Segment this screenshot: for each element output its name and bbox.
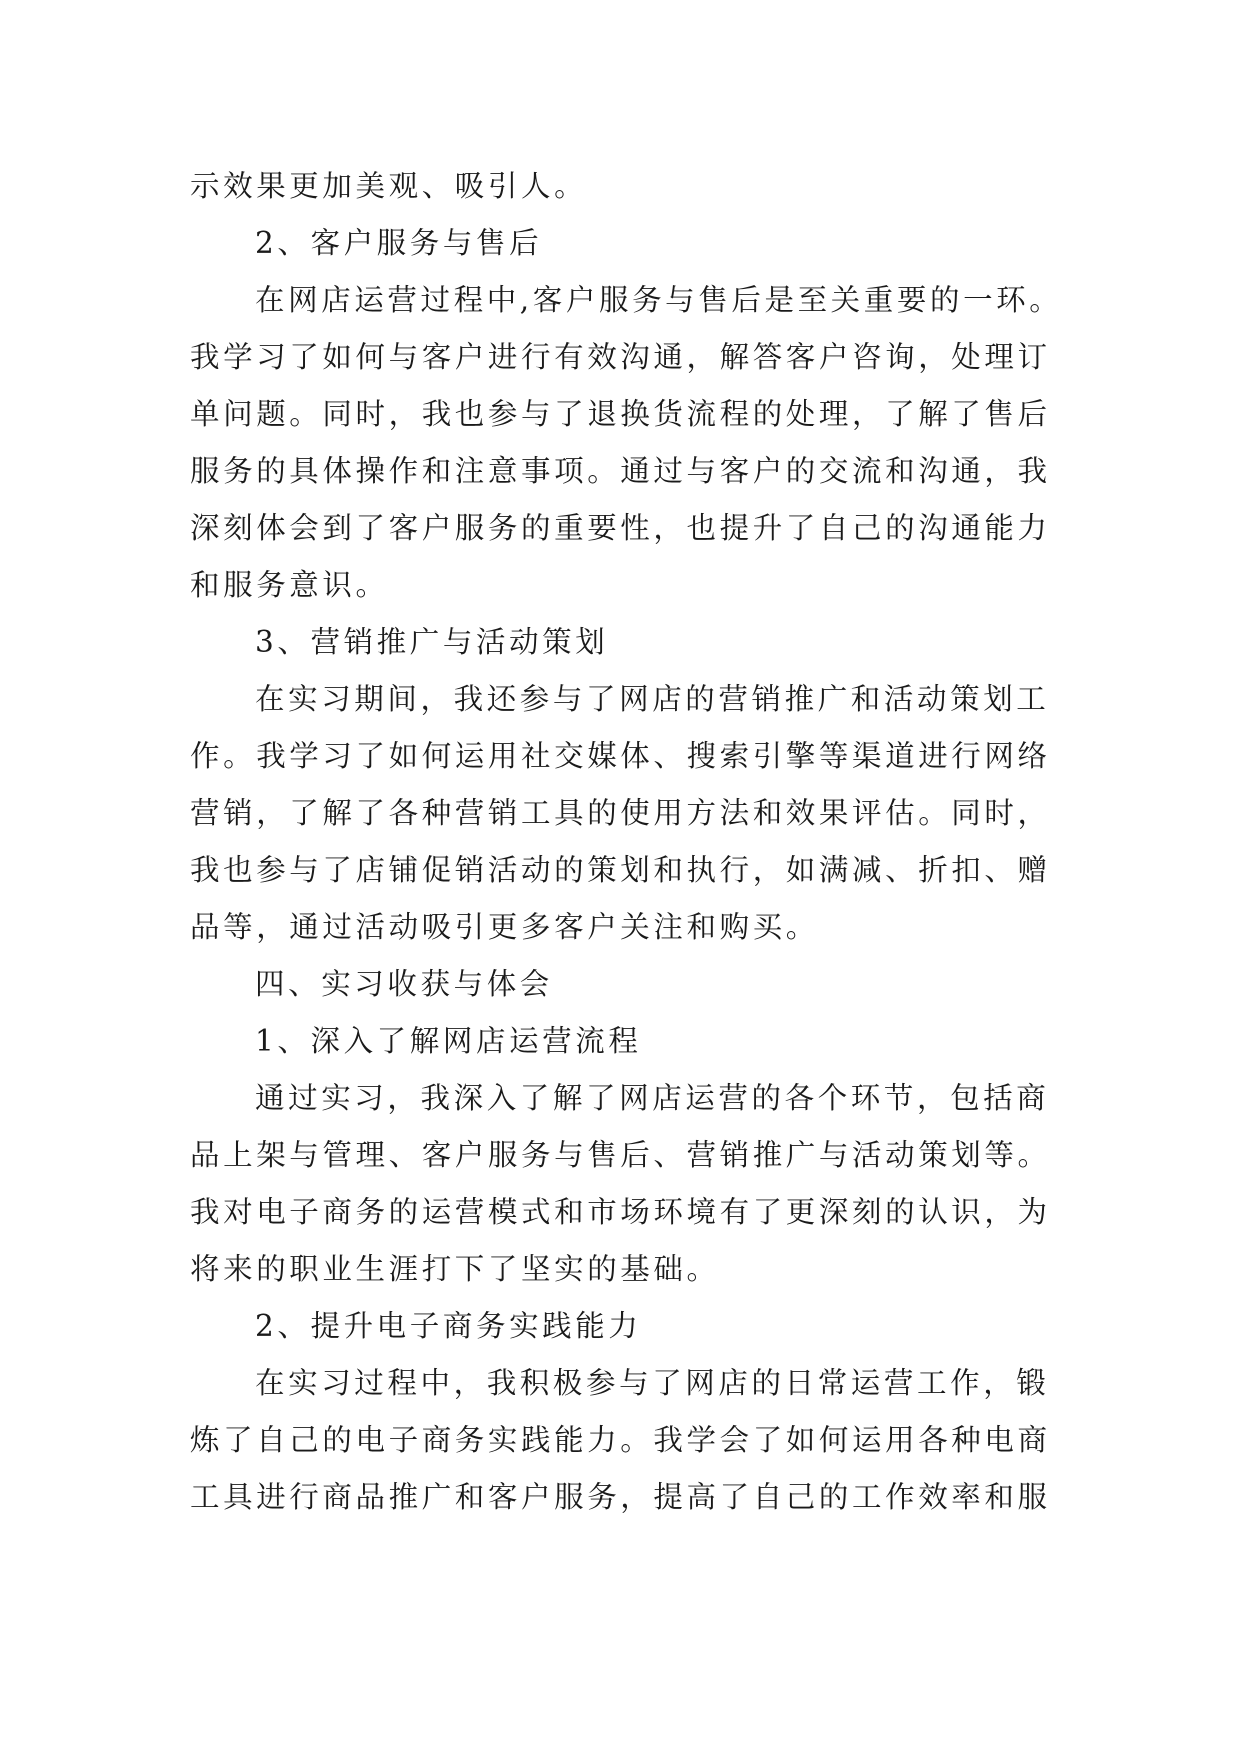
body-text-line: 品上架与管理、客户服务与售后、营销推广与活动策划等。 <box>190 1138 1051 1172</box>
body-text-line: 炼了自己的电子商务实践能力。我学会了如何运用各种电商 <box>190 1423 1051 1457</box>
body-text-line: 深刻体会到了客户服务的重要性，也提升了自己的沟通能力 <box>190 511 1051 545</box>
body-text-line: 作。我学习了如何运用社交媒体、搜索引擎等渠道进行网络 <box>190 739 1051 773</box>
subsection-heading: 1、深入了解网店运营流程 <box>255 1024 642 1058</box>
body-text-line: 示效果更加美观、吸引人。 <box>190 169 588 203</box>
subsection-heading: 2、客户服务与售后 <box>255 226 543 260</box>
body-text-line: 将来的职业生涯打下了坚实的基础。 <box>190 1252 720 1286</box>
body-text-line: 单问题。同时，我也参与了退换货流程的处理，了解了售后 <box>190 397 1051 431</box>
body-text-line: 品等，通过活动吸引更多客户关注和购买。 <box>190 910 819 944</box>
body-text-line: 我也参与了店铺促销活动的策划和执行，如满减、折扣、赠 <box>190 853 1051 887</box>
body-text-line: 工具进行商品推广和客户服务，提高了自己的工作效率和服 <box>190 1480 1051 1514</box>
body-text-line: 在实习过程中，我积极参与了网店的日常运营工作，锻 <box>255 1366 1050 1400</box>
body-text-line: 和服务意识。 <box>190 568 389 602</box>
body-text-line: 我学习了如何与客户进行有效沟通，解答客户咨询，处理订 <box>190 340 1051 374</box>
body-text-line: 在网店运营过程中,客户服务与售后是至关重要的一环。 <box>255 283 1063 317</box>
body-text-line: 我对电子商务的运营模式和市场环境有了更深刻的认识，为 <box>190 1195 1051 1229</box>
subsection-heading: 2、提升电子商务实践能力 <box>255 1309 642 1343</box>
body-text-line: 通过实习，我深入了解了网店运营的各个环节，包括商 <box>255 1081 1050 1115</box>
subsection-heading: 3、营销推广与活动策划 <box>255 625 609 659</box>
body-text-line: 服务的具体操作和注意事项。通过与客户的交流和沟通，我 <box>190 454 1051 488</box>
section-heading: 四、实习收获与体会 <box>255 967 553 1001</box>
body-text-line: 营销，了解了各种营销工具的使用方法和效果评估。同时， <box>190 796 1051 830</box>
body-text-line: 在实习期间，我还参与了网店的营销推广和活动策划工 <box>255 682 1050 716</box>
